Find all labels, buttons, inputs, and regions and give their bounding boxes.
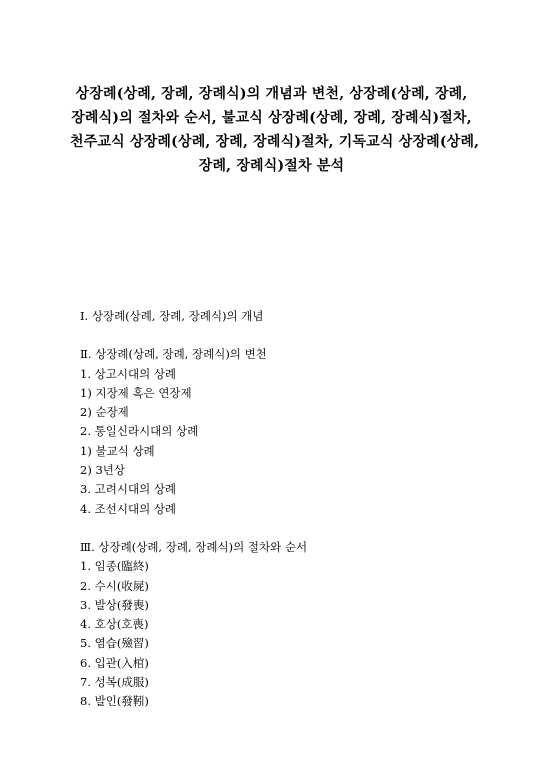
title-line-2: 장례식)의 절차와 순서, 불교식 상장례(상례, 장례, 장례식)절차, [71,110,472,126]
document-title [70,82,480,178]
toc-section-1 [80,307,500,326]
toc-item: 3. 고려시대의 상례 [80,482,177,497]
title-line-4: 장례, 장례식)절차 분석 [198,158,345,174]
toc-item: 4. 조선시대의 상례 [80,501,177,516]
toc-item: 1. 임종(臨終) [80,559,149,574]
toc-item: 1) 지장제 혹은 연장제 [80,385,192,400]
toc-item: 1) 불교식 상례 [80,443,155,458]
table-of-contents [80,307,500,731]
toc-item: 5. 염습(殮習) [80,636,149,651]
toc-item: 2. 통일신라시대의 상례 [80,424,199,439]
toc-section-heading: Ⅰ. 상장례(상례, 장례, 장례식)의 개념 [80,309,264,323]
title-line-1: 상장례(상례, 장례, 장례식)의 개념과 변천, 상장례(상례, 장례, [75,86,468,102]
toc-item: 3. 발상(發喪) [80,597,149,612]
toc-section-heading: Ⅲ. 상장례(상례, 장례, 장례식)의 절차와 순서 [80,539,308,554]
toc-item: 4. 호상(호喪) [80,617,149,632]
toc-section-2 [80,345,500,519]
toc-item: 6. 입관(入棺) [80,655,149,670]
toc-item: 2. 수시(收屍) [80,578,149,593]
toc-item: 2) 순장제 [80,405,129,420]
toc-item: 2) 3년상 [80,463,125,478]
toc-item: 1. 상고시대의 상례 [80,366,177,381]
toc-section-heading: Ⅱ. 상장례(상례, 장례, 장례식)의 변천 [80,347,267,362]
toc-section-3 [80,538,500,712]
toc-item: 8. 발인(發靷) [80,694,149,709]
toc-item: 7. 성복(成服) [80,675,149,690]
title-line-3: 천주교식 상장례(상례, 장례, 장례식)절차, 기독교식 상장례(상례, [70,134,480,150]
